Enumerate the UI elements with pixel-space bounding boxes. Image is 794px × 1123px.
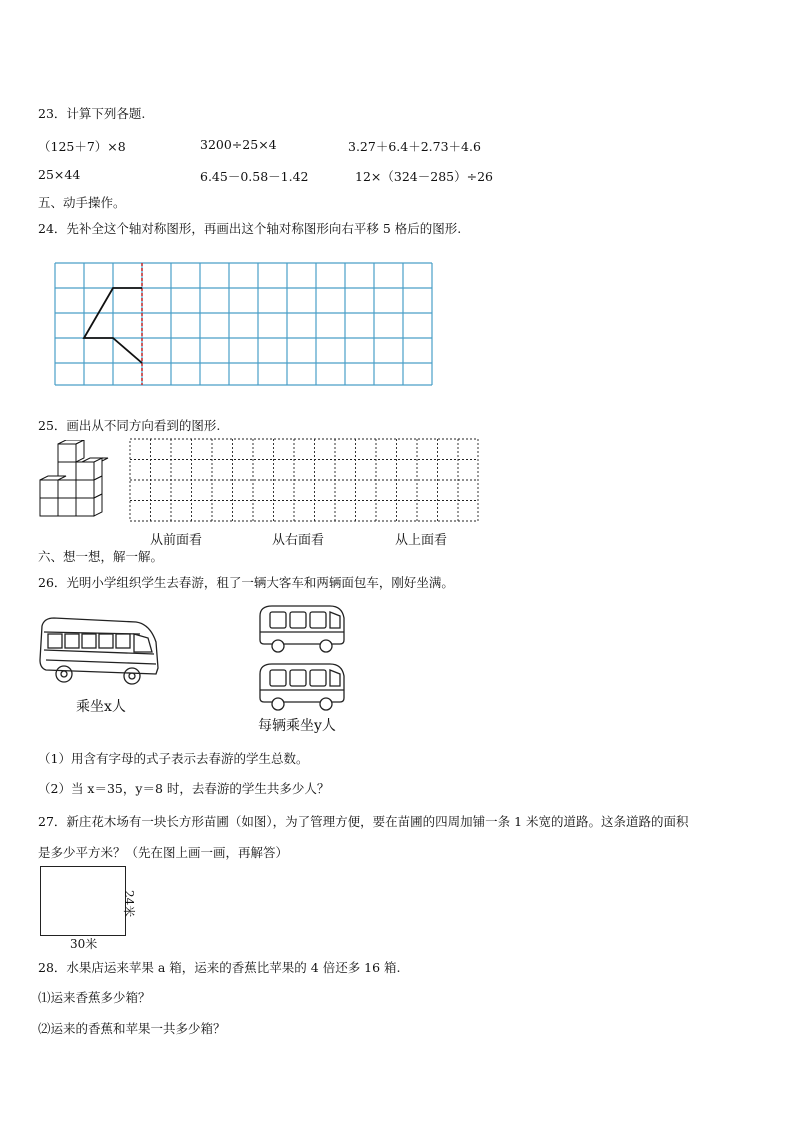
q24-grid-figure — [50, 258, 436, 388]
van-icon-1 — [256, 602, 348, 656]
q23-expr-6: 12×（324－285）÷26 — [355, 169, 493, 184]
q25-title: 25．画出从不同方向看到的图形. — [38, 418, 221, 433]
view-label-right: 从右面看 — [272, 533, 325, 548]
q27-width-label: 30米 — [70, 937, 98, 951]
q23-expr-1: （125＋7）×8 — [38, 139, 126, 154]
q27-rectangle — [40, 866, 126, 936]
section-6-heading: 六、想一想，解一解。 — [38, 549, 164, 564]
section-5-heading: 五、动手操作。 — [38, 195, 126, 210]
q23-expr-2: 3200÷25×4 — [200, 137, 277, 152]
q28-title: 28．水果店运来苹果 a 箱，运来的香蕉比苹果的 4 倍还多 16 箱. — [38, 960, 401, 975]
q23-title: 23．计算下列各题. — [38, 106, 146, 121]
van-icon-2 — [256, 660, 348, 714]
q25-dotted-grid — [129, 438, 481, 524]
q28-sub2: ⑵运来的香蕉和苹果一共多少箱？ — [38, 1021, 226, 1036]
view-label-front: 从前面看 — [150, 533, 203, 548]
bus-caption: 乘坐x人 — [76, 699, 126, 715]
bus-icon — [36, 612, 164, 690]
view-label-top: 从上面看 — [395, 533, 448, 548]
q23-expr-4: 25×44 — [38, 167, 81, 182]
q27-line2: 是多少平方米？（先在图上画一画，再解答） — [38, 845, 289, 860]
q27-height-label: 24米 — [122, 890, 136, 918]
q23-expr-5: 6.45－0.58－1.42 — [200, 169, 309, 184]
q24-title: 24．先补全这个轴对称图形，再画出这个轴对称图形向右平移 5 格后的图形. — [38, 221, 462, 236]
q26-sub1: （1）用含有字母的式子表示去春游的学生总数。 — [38, 751, 309, 766]
q27-line1: 27．新庄花木场有一块长方形苗圃（如图），为了管理方便，要在苗圃的四周加铺一条 1 米宽的道路。这条道路的面积 — [38, 814, 689, 829]
cube-stack-figure — [36, 440, 116, 522]
q26-title: 26．光明小学组织学生去春游，租了一辆大客车和两辆面包车，刚好坐满。 — [38, 575, 454, 590]
q26-sub2: （2）当 x＝35，y＝8 时，去春游的学生共多少人？ — [38, 781, 330, 796]
van-caption: 每辆乘坐y人 — [258, 718, 336, 734]
q23-expr-3: 3.27＋6.4＋2.73＋4.6 — [348, 139, 481, 154]
q28-sub1: ⑴运来香蕉多少箱？ — [38, 990, 151, 1005]
